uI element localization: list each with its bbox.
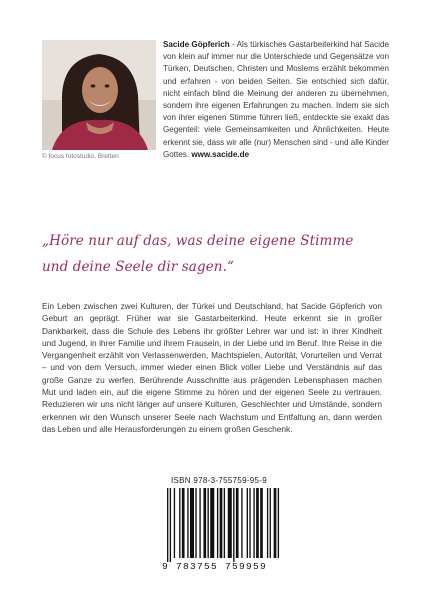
barcode-bar (195, 488, 196, 558)
barcode-bar (253, 488, 254, 558)
quote-line-1: „Höre nur auf das, was deine eigene Stimme (42, 233, 354, 249)
barcode-bar (247, 488, 248, 558)
isbn-label: ISBN 978-3-755759-95-9 (171, 476, 267, 485)
author-bio-text: - Als türkisches Gastarbeiterkind hat Sacide von klein auf immer nur die Unterschiede und Gegensätze von Türken, Deutschen, Christen und Moslems erzählt bekommen und erfahren - von beiden Seiten. Sie entschied sich dafür, nicht einfach blind die Meinung der anderen zu übernehmen, sondern ihre eigenen Erfahrungen zu machen. Indem sie sich von ihrer eigenen Stimme führen ließ, entdeckte sie exakt das Gegenteil: viele Gemeinsamkeiten und Ähnlichkeiten. Heute erkennt sie, dass wir alle (nur) Menschen sind - und alle Kinder Gottes. (163, 40, 389, 159)
barcode-bar (236, 488, 239, 558)
barcode-bars (165, 488, 283, 562)
author-name: Sacide Göpferich (163, 40, 230, 49)
barcode-bar (208, 488, 209, 558)
barcode-bar (228, 488, 232, 558)
author-photo (42, 40, 156, 150)
photo-credit: © focus fotostudio, Bretten (42, 153, 119, 160)
isbn-barcode (165, 488, 283, 566)
barcode-bar (224, 488, 225, 558)
barcode-bar (274, 488, 277, 558)
barcode-bar (241, 488, 242, 558)
author-bio (163, 39, 389, 161)
barcode-bar (203, 488, 206, 558)
barcode-number: 9 783755 759959 (162, 561, 268, 572)
barcode-bar (220, 488, 223, 558)
barcode-bar (233, 488, 234, 562)
barcode-bar (267, 488, 268, 558)
author-website-link[interactable]: www.sacide.de (191, 149, 250, 159)
barcode-bar (217, 488, 218, 558)
barcode-bar (270, 488, 271, 558)
barcode-bar (249, 488, 250, 558)
barcode-bar (182, 488, 185, 558)
barcode-bar (199, 488, 200, 558)
barcode-bar (174, 488, 175, 558)
barcode-bar (190, 488, 194, 558)
barcode-bar (187, 488, 188, 558)
book-blurb: Ein Leben zwischen zwei Kulturen, der Türkei und Deutschland, hat Sacide Göpferich von Geburt an geprägt. Früher war sie Gastarbeiterkind. Heute erkennt sie in großer Dankbarkeit, dass die Schule des Lebens ihr größter Lehrer war und ist: in ihrer Kindheit und Jugend, in ihrer Familie und ihrem Frausein, in der Liebe und im Beruf. Ihre Reise in die Vergangenheit erzählt von Verlassenwerden, Machtspielen, Autorität, Vorurteilen und Verrat – und von dem Versuch, immer wieder einen Blick voller Liebe und Verständnis auf das große Ganze zu werfen. Berührende Ausschnitte aus prägenden Lebensphasen machen Mut und laden ein, auf die eigene Stimme zu hören und der eigenen Seele zu vertrauen. Reduzieren wir uns nicht länger auf unsere Kulturen, Geschlechter und Umstände, sondern erkennen wir den Wunsch unserer Seele nach Wachstum und Entfaltung an, dann werden das Leben und alle Herausforderungen zu einem großen Geschenk. (42, 301, 382, 434)
barcode-bar (278, 488, 279, 558)
barcode-bar (256, 488, 259, 558)
barcode-bar (179, 488, 180, 558)
barcode-bar (260, 488, 263, 558)
pull-quote (42, 228, 382, 280)
author-portrait-illustration (42, 40, 156, 150)
barcode-bar (167, 488, 168, 562)
barcode-bar (210, 488, 214, 558)
barcode-bar (170, 488, 171, 562)
quote-line-2: und deine Seele dir sagen.“ (42, 259, 234, 275)
